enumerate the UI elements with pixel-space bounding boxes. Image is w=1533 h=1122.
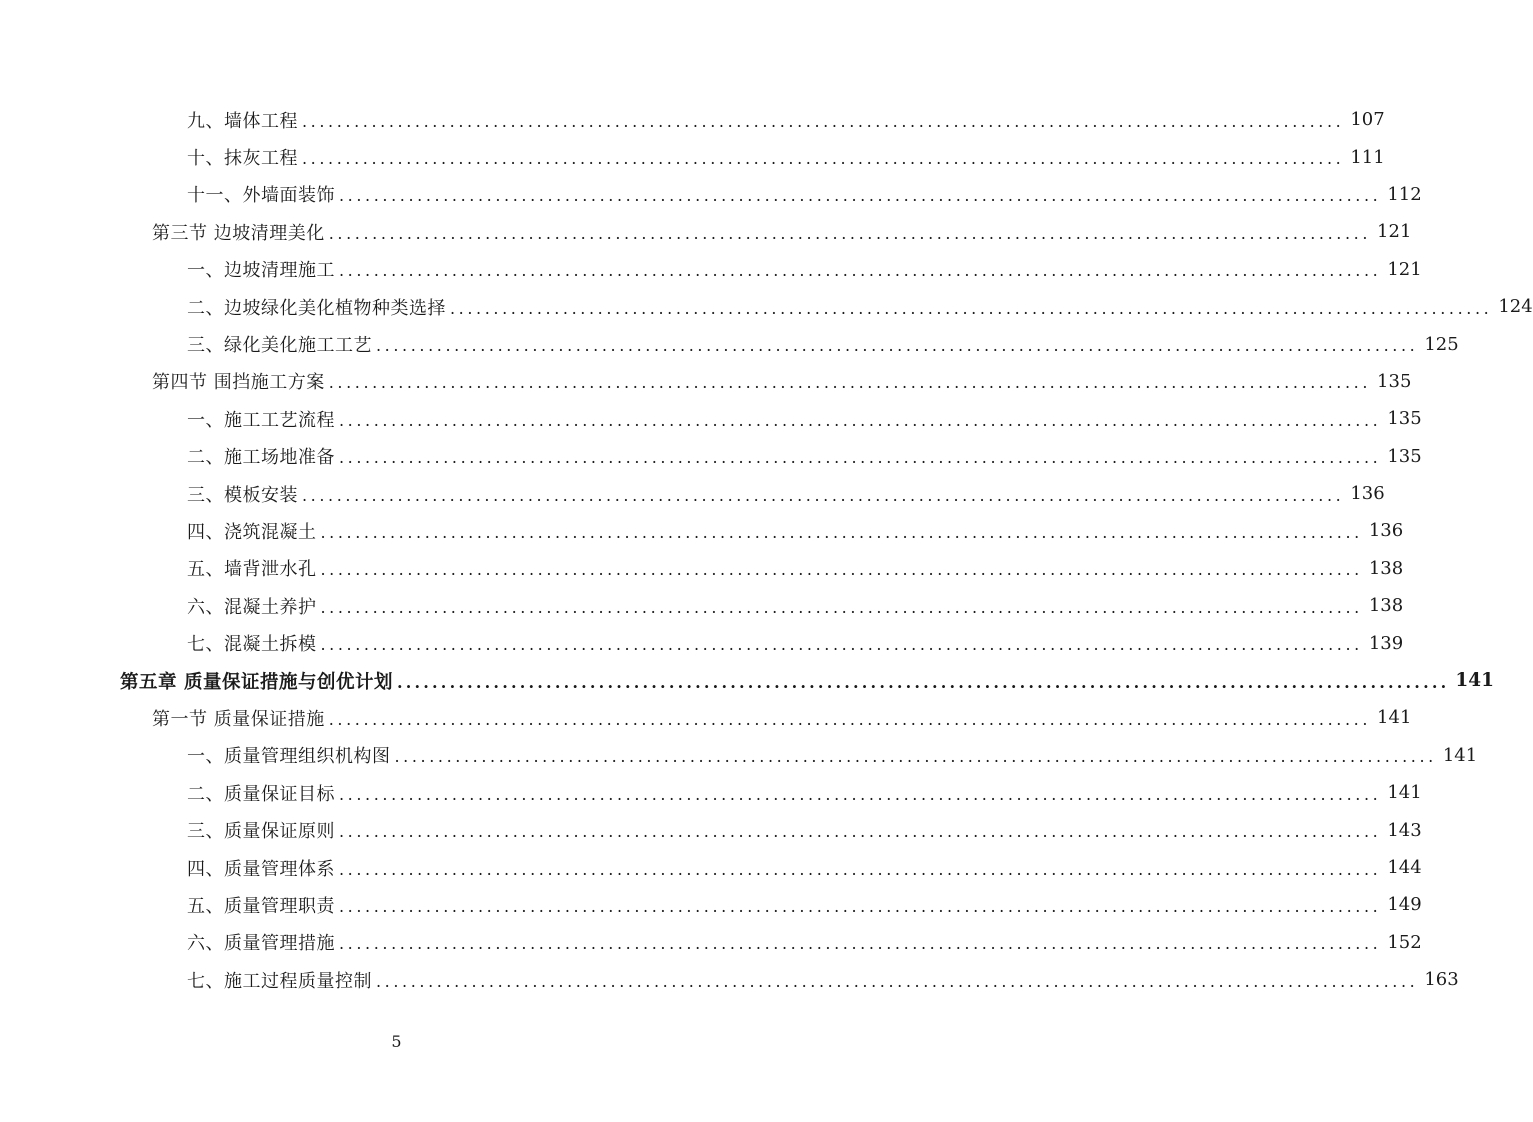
toc-entry-page: 141	[1455, 670, 1495, 692]
toc-entry-title: 一、边坡清理施工	[187, 260, 335, 282]
toc-chapter-entry[interactable]	[0, 662, 1495, 699]
toc-entry-title: 第三节 边坡清理美化	[152, 222, 325, 244]
toc-entry-title: 十一、外墙面装饰	[187, 185, 335, 207]
toc-entry-title: 一、施工工艺流程	[187, 409, 335, 431]
toc-entry-page: 135	[1377, 370, 1412, 392]
toc-entry-title: 九、墙体工程	[187, 110, 298, 132]
toc-entry-page: 149	[1387, 894, 1422, 916]
toc-entry-page: 138	[1368, 595, 1404, 617]
toc-entry-page: 152	[1387, 931, 1422, 953]
toc-entry-title: 四、浇筑混凝土	[187, 521, 317, 543]
toc-dot-leader: ........................................................................................................................	[339, 186, 1382, 206]
toc-entry-page: 141	[1442, 744, 1478, 766]
toc-entry-page: 139	[1368, 632, 1404, 654]
toc-entry-page: 163	[1424, 969, 1459, 991]
toc-section-entry[interactable]	[0, 363, 1412, 400]
toc-subsection-entry[interactable]	[0, 101, 1385, 138]
toc-subsection-entry[interactable]	[0, 924, 1422, 961]
toc-entry-title: 七、施工过程质量控制	[187, 970, 372, 992]
toc-entry-page: 112	[1387, 183, 1422, 205]
toc-dot-leader: ........................................................................................................................	[339, 261, 1382, 281]
toc-entry-page: 143	[1387, 819, 1422, 841]
page-number: 5	[391, 1032, 402, 1051]
toc-entry-title: 三、绿化美化施工工艺	[187, 335, 372, 357]
toc-dot-leader: ........................................................................................................................	[328, 709, 1372, 729]
toc-dot-leader: ........................................................................................................................	[339, 822, 1382, 842]
toc-entry-title: 六、质量管理措施	[187, 933, 335, 955]
toc-subsection-entry[interactable]	[0, 288, 1533, 325]
toc-entry-title: 二、质量保证目标	[187, 783, 335, 805]
toc-subsection-entry[interactable]	[0, 849, 1422, 886]
toc-dot-leader: ........................................................................................................................	[339, 410, 1382, 430]
toc-dot-leader: ........................................................................................................................	[339, 448, 1382, 468]
toc-dot-leader: ........................................................................................................................	[339, 784, 1382, 804]
toc-dot-leader: ........................................................................................................................	[320, 522, 1363, 542]
toc-dot-leader: ........................................................................................................................	[328, 373, 1372, 393]
toc-dot-leader: ........................................................................................................................	[302, 149, 1345, 169]
table-of-contents	[0, 101, 1533, 998]
toc-dot-leader: ........................................................................................................................	[320, 560, 1363, 580]
toc-subsection-entry[interactable]	[0, 438, 1422, 475]
toc-entry-title: 五、质量管理职责	[187, 895, 335, 917]
toc-dot-leader: ........................................................................................................................	[339, 934, 1382, 954]
toc-dot-leader: ........................................................................................................................	[320, 635, 1363, 655]
toc-subsection-entry[interactable]	[0, 886, 1422, 923]
toc-entry-page: 135	[1387, 445, 1422, 467]
toc-subsection-entry[interactable]	[0, 251, 1422, 288]
toc-subsection-entry[interactable]	[0, 587, 1404, 624]
toc-subsection-entry[interactable]	[0, 961, 1459, 998]
toc-dot-leader: ........................................................................................................................	[450, 298, 1493, 318]
toc-dot-leader: ........................................................................................................................	[302, 111, 1345, 131]
toc-dot-leader: ........................................................................................................................	[339, 859, 1382, 879]
toc-subsection-entry[interactable]	[0, 737, 1478, 774]
toc-subsection-entry[interactable]	[0, 325, 1459, 362]
toc-entry-page: 144	[1387, 857, 1422, 878]
toc-subsection-entry[interactable]	[0, 811, 1422, 848]
toc-entry-title: 三、模板安装	[187, 484, 298, 506]
toc-dot-leader: ........................................................................................................................	[396, 672, 1450, 692]
toc-subsection-entry[interactable]	[0, 774, 1422, 811]
toc-entry-page: 141	[1387, 782, 1422, 804]
toc-subsection-entry[interactable]	[0, 624, 1404, 661]
toc-subsection-entry[interactable]	[0, 550, 1404, 587]
toc-entry-title: 一、质量管理组织机构图	[187, 746, 391, 768]
toc-section-entry[interactable]	[0, 213, 1412, 250]
toc-subsection-entry[interactable]	[0, 512, 1404, 549]
toc-entry-title: 五、墙背泄水孔	[187, 559, 317, 581]
toc-entry-page: 121	[1387, 258, 1422, 280]
toc-entry-page: 135	[1387, 408, 1422, 430]
toc-entry-page: 125	[1424, 333, 1459, 355]
toc-entry-title: 十、抹灰工程	[187, 148, 298, 170]
toc-entry-page: 124	[1498, 296, 1533, 318]
toc-subsection-entry[interactable]	[0, 400, 1422, 437]
toc-subsection-entry[interactable]	[0, 176, 1422, 213]
toc-entry-page: 121	[1377, 221, 1412, 243]
toc-entry-page: 111	[1350, 146, 1385, 168]
toc-entry-title: 二、施工场地准备	[187, 447, 335, 469]
toc-entry-page: 136	[1350, 483, 1385, 505]
toc-dot-leader: ........................................................................................................................	[320, 597, 1363, 617]
toc-entry-title: 七、混凝土拆模	[187, 634, 317, 656]
toc-entry-page: 141	[1377, 707, 1412, 729]
toc-dot-leader: ........................................................................................................................	[376, 971, 1419, 991]
toc-entry-title: 第一节 质量保证措施	[152, 708, 325, 730]
toc-dot-leader: ........................................................................................................................	[302, 485, 1345, 505]
toc-entry-title: 六、混凝土养护	[187, 596, 317, 618]
toc-entry-page: 107	[1350, 109, 1385, 131]
toc-section-entry[interactable]	[0, 699, 1412, 736]
toc-subsection-entry[interactable]	[0, 138, 1385, 175]
toc-dot-leader: ........................................................................................................................	[376, 336, 1419, 356]
toc-dot-leader: ........................................................................................................................	[328, 223, 1372, 243]
toc-dot-leader: ........................................................................................................................	[339, 896, 1382, 916]
toc-dot-leader: ........................................................................................................................	[394, 747, 1437, 767]
toc-entry-page: 136	[1368, 520, 1404, 542]
toc-entry-page: 138	[1368, 557, 1404, 579]
toc-subsection-entry[interactable]	[0, 475, 1385, 512]
toc-entry-title: 四、质量管理体系	[187, 858, 335, 880]
toc-entry-title: 第四节 围挡施工方案	[152, 372, 325, 394]
toc-entry-title: 三、质量保证原则	[187, 821, 335, 843]
toc-entry-title: 第五章 质量保证措施与创优计划	[120, 671, 393, 693]
toc-entry-title: 二、边坡绿化美化植物种类选择	[187, 297, 446, 319]
